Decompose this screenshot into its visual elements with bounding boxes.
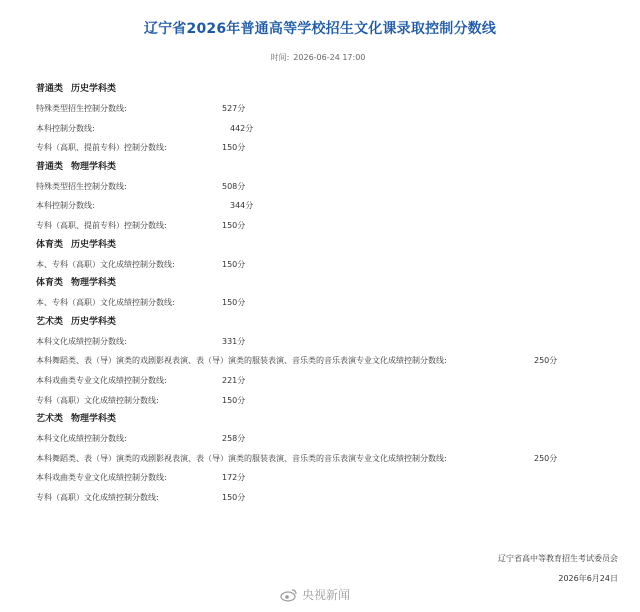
section-category: 艺术类 [36, 316, 64, 327]
section [36, 158, 616, 236]
score-value: 150分 [222, 143, 246, 153]
score-label: 本、专科（高职）文化成绩控制分数线: [36, 259, 175, 269]
section-category: 艺术类 [36, 414, 64, 425]
score-value: 250分 [534, 453, 558, 463]
score-value: 508分 [222, 181, 246, 191]
score-label: 本科舞蹈类、表（导）演类的戏剧影视表演、表（导）演类的服装表演、音乐类的音乐表演专业文化成绩控制分数线: [36, 453, 447, 463]
section-heading [36, 80, 616, 99]
score-label: 本科控制分数线: [36, 123, 95, 133]
score-label: 本科戏曲类专业文化成绩控制分数线: [36, 473, 167, 483]
section-category: 普通类 [36, 161, 64, 172]
score-value: 527分 [222, 104, 246, 113]
section-subject: 物理学科类 [71, 161, 117, 172]
section-heading [36, 274, 616, 293]
score-row [36, 119, 616, 139]
section [36, 80, 616, 158]
score-row [36, 255, 616, 275]
score-value: 331分 [222, 336, 246, 346]
score-list [36, 80, 616, 508]
score-value: 258分 [222, 434, 246, 444]
footer [498, 549, 618, 589]
score-label: 专科（高职、提前专科）控制分数线: [36, 143, 167, 153]
score-value: 150分 [222, 259, 246, 269]
score-label: 本科控制分数线: [36, 201, 95, 211]
section-subject: 物理学科类 [71, 414, 117, 425]
watermark-text: 央视新闻 [302, 588, 351, 602]
score-row [36, 488, 616, 508]
score-row [36, 177, 616, 197]
score-row [36, 138, 616, 158]
issue-date: 2026年6月24日 [558, 574, 618, 583]
score-row [36, 196, 616, 216]
score-label: 本、专科（高职）文化成绩控制分数线: [36, 298, 175, 308]
section [36, 410, 616, 507]
score-row [36, 351, 616, 371]
score-row [36, 391, 616, 411]
section-subject: 历史学科类 [71, 239, 117, 250]
score-label: 本科戏曲类专业文化成绩控制分数线: [36, 375, 167, 385]
score-value: 150分 [222, 298, 246, 308]
issuer: 辽宁省高中等教育招生考试委员会 [498, 554, 618, 563]
section-subject: 物理学科类 [71, 278, 117, 289]
time-value: 2026-06-24 17:00 [293, 53, 366, 62]
time-label: 时间: [270, 53, 290, 62]
score-value: 172分 [222, 473, 246, 483]
score-value: 442分 [230, 123, 254, 133]
section-category: 体育类 [36, 239, 64, 250]
section-category: 普通类 [36, 84, 64, 94]
score-row [36, 371, 616, 391]
publish-time [0, 52, 640, 63]
score-label: 本科舞蹈类、表（导）演类的戏剧影视表演、表（导）演类的服装表演、音乐类的音乐表演专业文化成绩控制分数线: [36, 356, 447, 366]
score-row [36, 429, 616, 449]
score-label: 本科文化成绩控制分数线: [36, 336, 127, 346]
weibo-icon [280, 588, 298, 602]
score-label: 本科文化成绩控制分数线: [36, 434, 127, 444]
section-heading [36, 236, 616, 255]
section [36, 274, 616, 313]
score-row [36, 216, 616, 236]
score-row [36, 468, 616, 488]
score-row [36, 99, 616, 119]
score-row [36, 449, 616, 469]
section-heading [36, 410, 616, 429]
section-subject: 历史学科类 [71, 84, 117, 94]
section-subject: 历史学科类 [71, 316, 117, 327]
score-label: 专科（高职、提前专科）控制分数线: [36, 220, 167, 230]
score-label: 专科（高职）文化成绩控制分数线: [36, 492, 159, 502]
score-value: 250分 [534, 356, 558, 366]
score-value: 150分 [222, 395, 246, 405]
score-value: 150分 [222, 220, 246, 230]
score-value: 221分 [222, 375, 246, 385]
score-value: 344分 [230, 201, 254, 211]
score-value: 150分 [222, 492, 246, 502]
score-label: 特殊类型招生控制分数线: [36, 181, 127, 191]
page-title: 辽宁省2026年普通高等学校招生文化课录取控制分数线 [143, 21, 497, 37]
watermark [280, 586, 350, 603]
section-heading [36, 158, 616, 177]
section [36, 313, 616, 410]
section-category: 体育类 [36, 278, 64, 289]
score-row [36, 332, 616, 352]
score-label: 专科（高职）文化成绩控制分数线: [36, 395, 159, 405]
score-label: 特殊类型招生控制分数线: [36, 104, 127, 113]
section-heading [36, 313, 616, 332]
score-row [36, 293, 616, 313]
section [36, 236, 616, 275]
